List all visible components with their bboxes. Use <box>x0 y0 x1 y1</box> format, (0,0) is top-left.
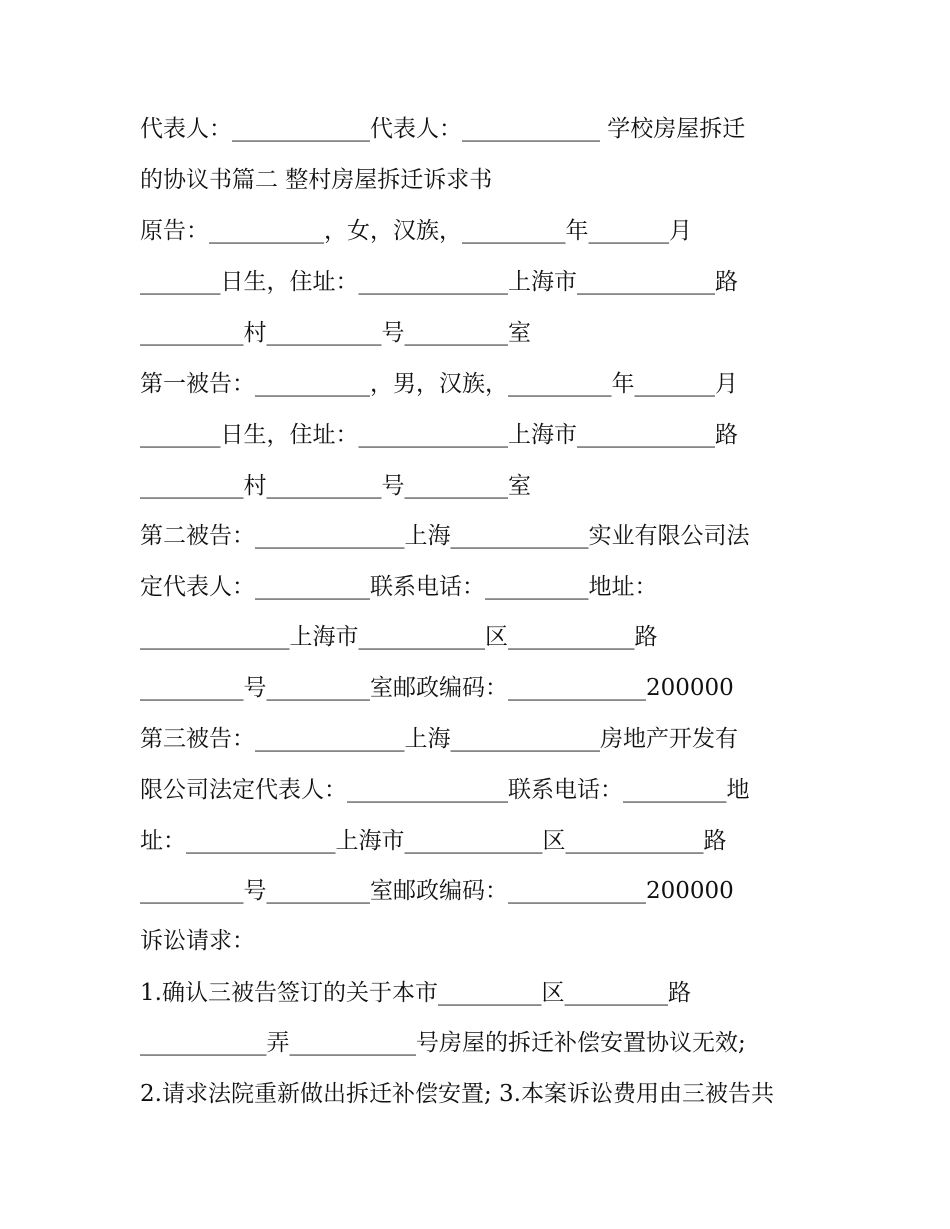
text-line: 限公司法定代表人：______________联系电话：_________地 <box>140 777 750 803</box>
text-line: 原告：__________，女，汉族，_________年_______月 <box>140 218 692 244</box>
text-line: _____________上海市___________区___________路 <box>140 624 658 650</box>
text-line: 2.请求法院重新做出拆迁补偿安置; 3.本案诉讼费用由三被告共 <box>140 1081 774 1107</box>
text-line: 第一被告：__________，男，汉族，_________年_______月 <box>140 371 738 397</box>
text-line: 诉讼请求： <box>140 928 255 954</box>
text-line: _________村__________号_________室 <box>140 320 531 346</box>
text-line: _________号_________室邮政编码：____________200000 <box>140 878 734 904</box>
text-line: _______日生，住址：_____________上海市____________路 <box>140 422 738 448</box>
text-line: 1.确认三被告签订的关于本市_________区_________路 <box>140 980 691 1006</box>
text-line: ___________弄___________号房屋的拆迁补偿安置协议无效; <box>140 1030 746 1056</box>
text-line: 的协议书篇二 整村房屋拆迁诉求书 <box>140 167 493 193</box>
text-line: 代表人：____________代表人：____________ 学校房屋拆迁 <box>140 116 746 142</box>
text-line: 址：_____________上海市____________区____________路 <box>140 828 727 854</box>
text-line: 第三被告：_____________上海_____________房地产开发有 <box>140 726 738 752</box>
text-line: _________村__________号_________室 <box>140 473 531 499</box>
text-line: _________号_________室邮政编码：____________200000 <box>140 675 734 701</box>
text-line: 第二被告：_____________上海____________实业有限公司法 <box>140 523 750 549</box>
text-line: 定代表人：__________联系电话：_________地址： <box>140 574 658 600</box>
text-line: _______日生，住址：_____________上海市____________路 <box>140 269 738 295</box>
